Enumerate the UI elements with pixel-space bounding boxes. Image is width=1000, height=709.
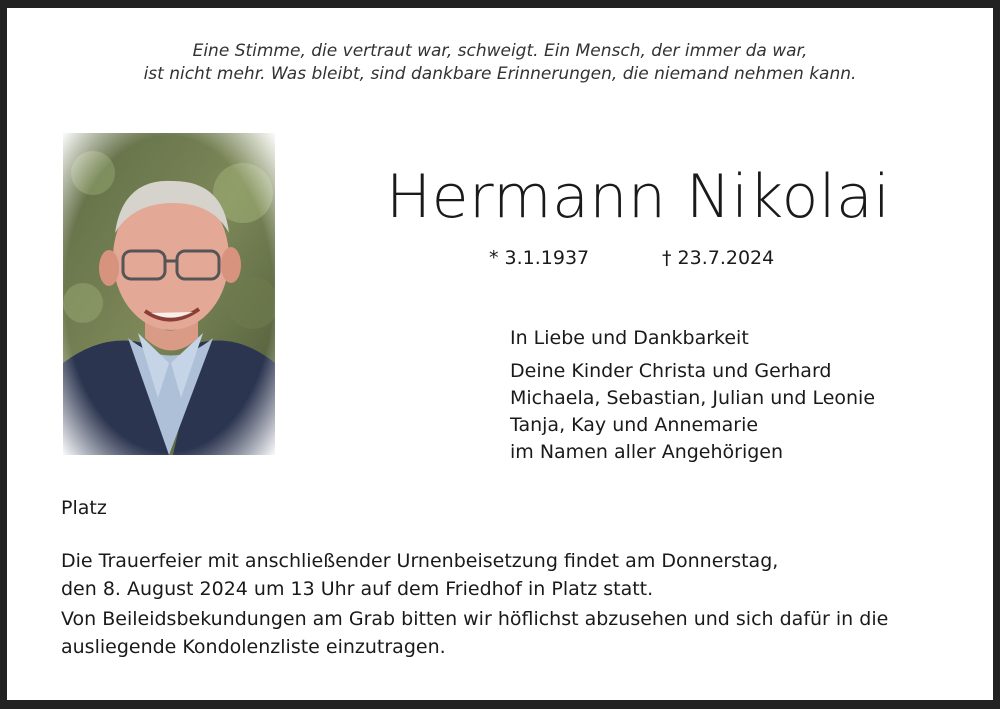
notice-line: ausliegende Kondolenzliste einzutragen. <box>61 636 446 658</box>
mourners-block <box>510 325 875 466</box>
mourner-line: Tanja, Kay und Annemarie <box>510 414 759 436</box>
deceased-name: Hermann Nikolai <box>386 162 891 232</box>
notice-line: den 8. August 2024 um 13 Uhr auf dem Friedhof in Platz statt. <box>61 578 654 600</box>
place-name: Platz <box>61 497 107 519</box>
notice-line: Von Beileidsbekundungen am Grab bitten wir höflichst abzusehen und sich dafür in die <box>61 608 889 630</box>
mourner-line: Deine Kinder Christa und Gerhard <box>510 360 832 382</box>
quote-line: Eine Stimme, die vertraut war, schweigt. Ein Mensch, der immer da war, <box>192 41 808 61</box>
mourner-line: Michaela, Sebastian, Julian und Leonie <box>510 387 876 409</box>
memorial-quote <box>0 40 1000 86</box>
condolence-notice <box>61 605 941 661</box>
quote-line: ist nicht mehr. Was bleibt, sind dankbare Erinnerungen, die niemand nehmen kann. <box>143 64 857 84</box>
ceremony-notice <box>61 547 941 603</box>
birth-date: * 3.1.1937 <box>489 247 590 269</box>
mourner-line: im Namen aller Angehörigen <box>510 441 784 463</box>
death-date: † 23.7.2024 <box>662 247 775 269</box>
portrait-photo <box>63 133 275 455</box>
notice-line: Die Trauerfeier mit anschließender Urnenbeisetzung findet am Donnerstag, <box>61 550 779 572</box>
mourners-intro: In Liebe und Dankbarkeit <box>510 327 749 349</box>
